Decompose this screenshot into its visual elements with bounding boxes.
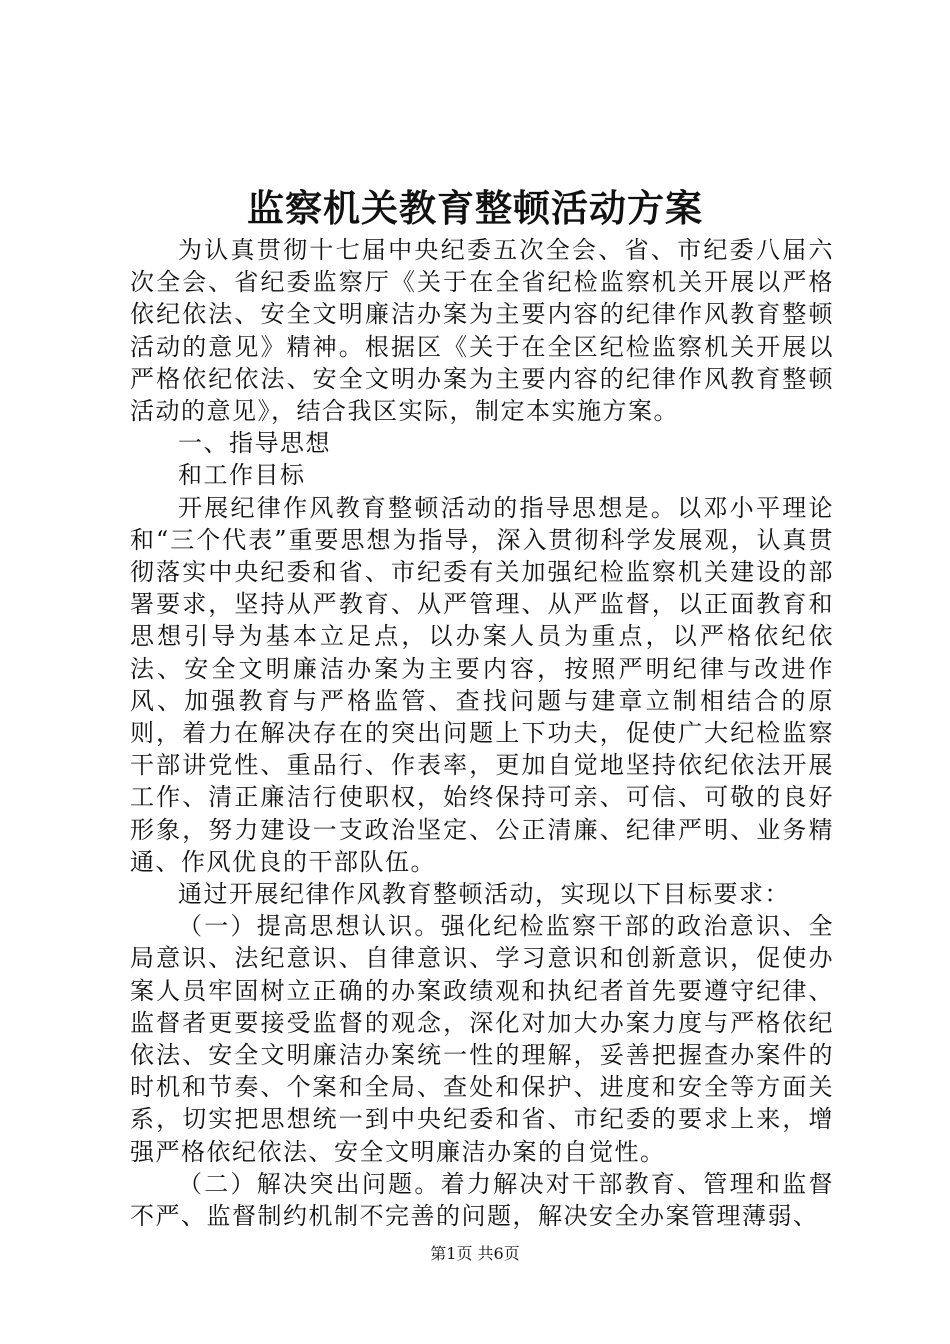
- paragraph-guiding-thought: 开展纪律作风教育整顿活动的指导思想是。以邓小平理论和“三个代表”重要思想为指导，深入贯彻科学发展观，认真贯彻落实中央纪委和省、市纪委有关加强纪检监察机关建设的部署要求，坚持从严教育、从严管理、从严监督，以正面教育和思想引导为基本立足点，以办案人员为重点，以严格依纪依法、安全文明廉洁办案为主要内容，按照严明纪律与改进作风、加强教育与严格监管、查找问题与建章立制相结合的原则，着力在解决存在的突出问题上下功夫，促使广大纪检监察干部讲党性、重品行、作表率，更加自觉地坚持依纪依法开展工作、清正廉洁行使职权，始终保持可亲、可信、可敬的良好形象，努力建设一支政治坚定、公正清廉、纪律严明、业务精通、作风优良的干部队伍。: [130, 493, 834, 876]
- paragraph-goal-intro: 通过开展纪律作风教育整顿活动，实现以下目标要求：: [178, 880, 790, 909]
- document-body: [130, 234, 834, 1232]
- section-heading-work-goals: 和工作目标: [178, 461, 306, 490]
- paragraph-goal-one: （一）提高思想认识。强化纪检监察干部的政治意识、全局意识、法纪意识、自律意识、学习意识和创新意识，促使办案人员牢固树立正确的办案政绩观和执纪者首先要遵守纪律、监督者更要接受监督的观念，深化对加大办案力度与严格依纪依法、安全文明廉洁办案统一性的理解，妥善把握查办案件的时机和节奏、个案和全局、查处和保护、进度和安全等方面关系，切实把思想统一到中央纪委和省、市纪委的要求上来，增强严格依纪依法、安全文明廉洁办案的自觉性。: [130, 912, 834, 1166]
- document-title: 监察机关教育整顿活动方案: [247, 187, 703, 230]
- section-heading-guiding-thought: 一、指导思想: [178, 429, 331, 458]
- paragraph-intro: 为认真贯彻十七届中央纪委五次全会、省、市纪委八届六次全会、省纪委监察厅《关于在全省纪检监察机关开展以严格依纪依法、安全文明廉洁办案为主要内容的纪律作风教育整顿活动的意见》精神。根据区《关于在全区纪检监察机关开展以严格依纪依法、安全文明办案为主要内容的纪律作风教育整顿活动的意见》，结合我区实际，制定本实施方案。: [130, 236, 834, 426]
- paragraph-goal-two: （二）解决突出问题。着力解决对干部教育、管理和监督不严、监督制约机制不完善的问题，解决安全办案管理薄弱、: [130, 1169, 834, 1231]
- page-footer: 第1页 共6页: [430, 1244, 520, 1263]
